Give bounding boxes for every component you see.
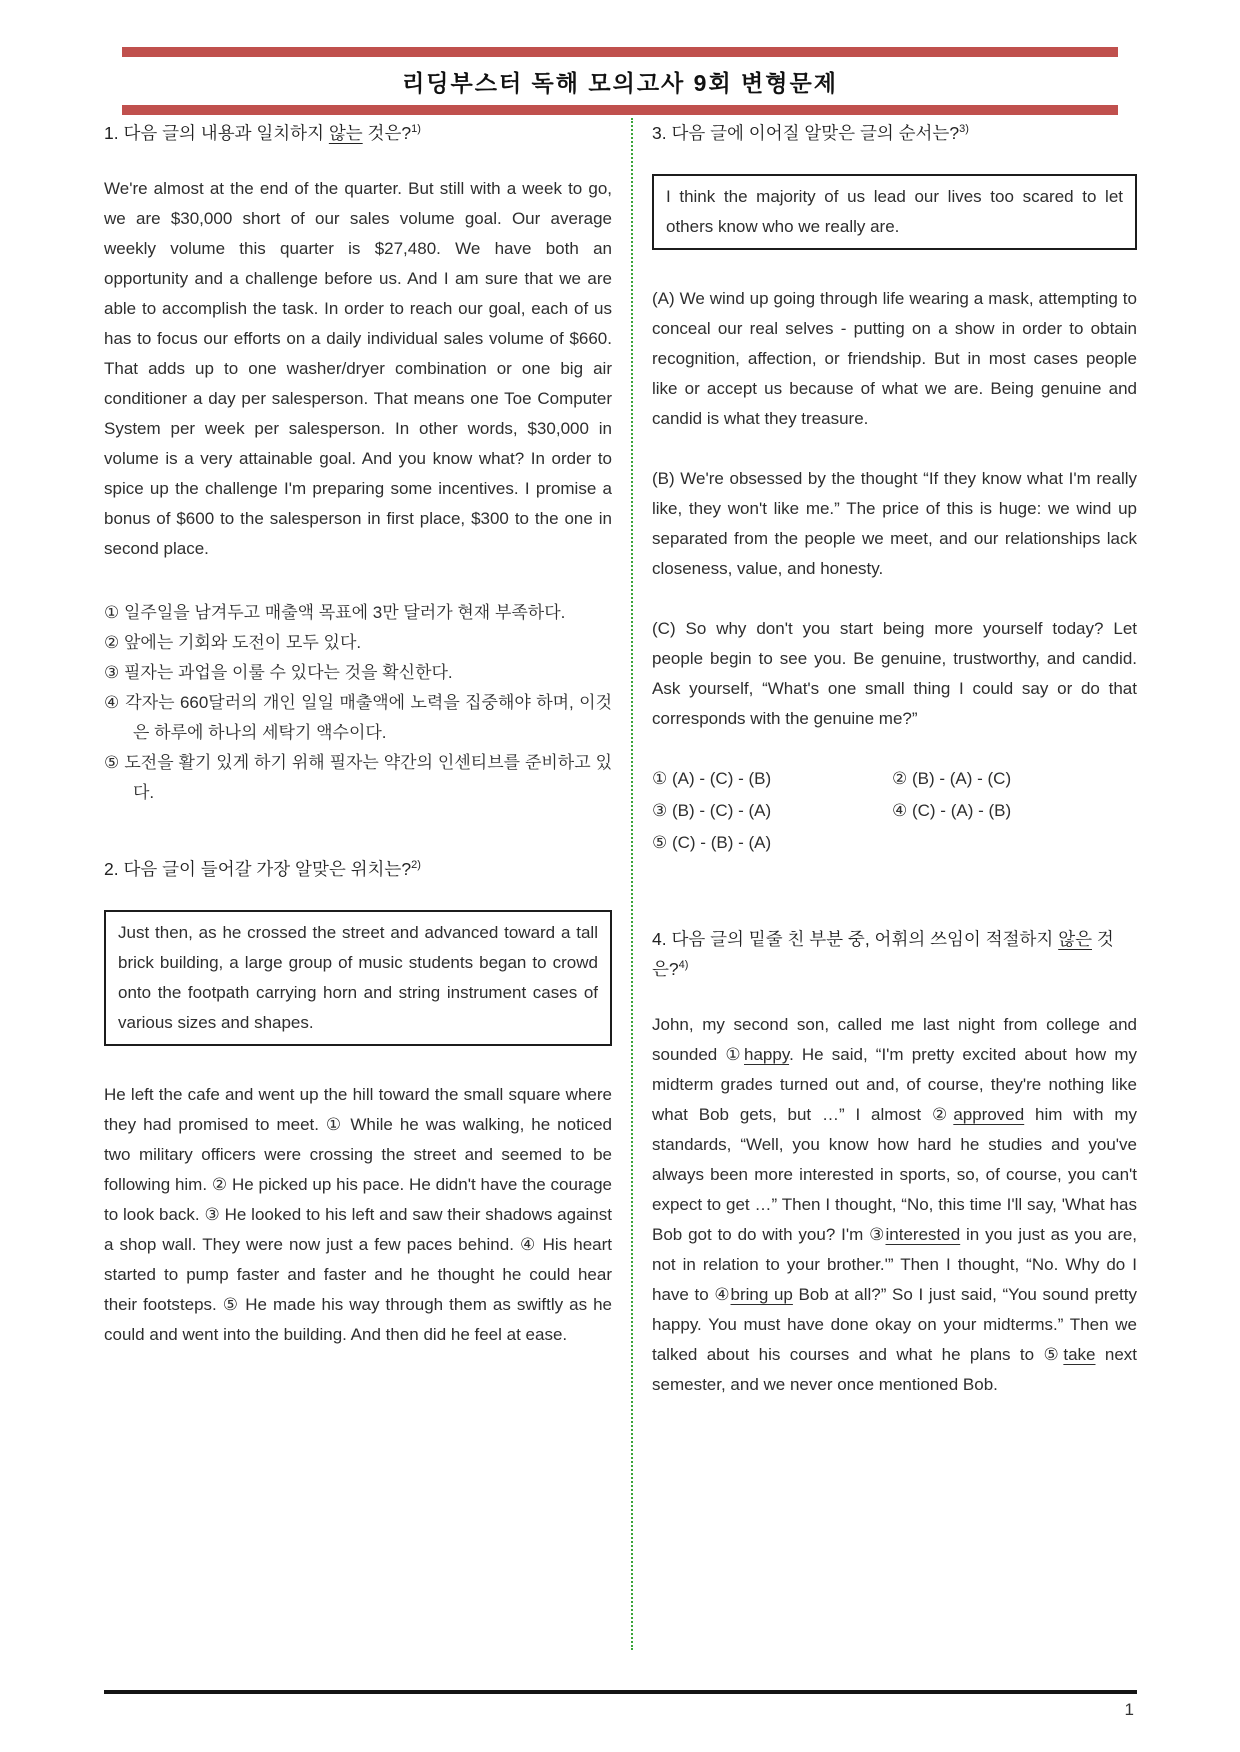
question-4-passage: John, my second son, called me last night from college and sounded ①happy. He said, “I'm pretty excited about how my midterm grades turned out and, of course, they're nothing like what Bob gets, but …” I almost ②approved him with my standards, “Well, you know how hard he studies and you've always been more interested in sports, so, of course, you can't expect to get …” Then I thought, “No, this time I'll say, 'What has Bob got to do with you? I'm ③interested in you just as you are, not in relation to your brother.'” Then I thought, “No. Why do I have to ④bring up Bob at all?” So I just said, “You sound pretty happy. You must have done okay on your midterms.” Then we talked about his courses and what he plans to ⑤take next semester, and we never once mentioned Bob. [652, 1015, 1138, 1394]
option-marker: ④ [104, 693, 120, 712]
question-1-option-5 [104, 748, 612, 808]
option-marker: ③ [652, 801, 668, 820]
footer-rule [104, 1690, 1137, 1694]
header-rule-top [122, 47, 1118, 57]
question-4-heading: 4. 다음 글의 밑줄 친 부분 중, 어휘의 쓰임이 적절하지 않은 것은?$^{4)}$ [652, 929, 1114, 979]
option-marker: ③ [104, 663, 120, 682]
header-rule-bottom [122, 105, 1118, 115]
option-text: 필자는 과업을 이룰 수 있다는 것을 확신한다. [123, 663, 453, 682]
option-text: (B) - (A) - (C) [911, 769, 1012, 788]
page-title: 리딩부스터 독해 모의고사 9회 변형문제 [402, 70, 838, 96]
question-3-option-3 [652, 796, 892, 826]
option-marker: ⑤ [104, 753, 120, 772]
question-3-box: I think the majority of us lead our lives too scared to let others know who we really are. [652, 174, 1137, 250]
page-header [122, 47, 1118, 115]
column-divider [612, 118, 652, 1650]
left-column [104, 118, 612, 1650]
question-3-paragraph-a: (A) We wind up going through life wearing a mask, attempting to conceal our real selves - putting on a show in order to obtain recognition, affection, or friendship. But in most cases people like or accept us because of what we are. Being genuine and candid is what they treasure. [652, 289, 1137, 428]
question-1-heading: 1. 다음 글의 내용과 일치하지 않는 것은?$^{1)}$ [104, 123, 421, 143]
question-3-option-4 [892, 796, 1137, 826]
question-1-option-4 [104, 688, 612, 748]
question-3-option-2 [892, 764, 1137, 794]
option-text: (C) - (B) - (A) [671, 833, 772, 852]
option-marker: ② [104, 633, 120, 652]
two-column-body [104, 118, 1137, 1650]
question-2-box: Just then, as he crossed the street and advanced toward a tall brick building, a large group of music students began to crowd onto the footpath carrying horn and string instrument cases of various sizes and shapes. [104, 910, 612, 1046]
question-3-heading: 3. 다음 글에 이어질 알맞은 글의 순서는?$^{3)}$ [652, 123, 969, 143]
question-3-paragraph-c: (C) So why don't you start being more yourself today? Let people begin to see you. Be genuine, trustworthy, and candid. Ask yourself, “What's one small thing I could say or do that corresponds with the genuine me?” [652, 619, 1137, 728]
question-1-passage: We're almost at the end of the quarter. But still with a week to go, we are $30,000 short of our sales volume goal. Our average weekly volume this quarter is $27,480. We have both an opportunity and a challenge before us. And I am sure that we are able to accomplish the task. In order to reach our goal, each of us has to focus our efforts on a daily individual sales volume of $660. That adds up to one washer/dryer combination or one big air conditioner a day per salesperson. That means one Toe Computer System per week per salesperson. In other words, $30,000 in volume is a very attainable goal. And you know what? In order to spice up the challenge I'm preparing some incentives. I promise a bonus of $600 to the salesperson in first place, $300 to the one in second place. [104, 179, 612, 558]
option-marker: ② [892, 769, 908, 788]
option-text: 각자는 660달러의 개인 일일 매출액에 노력을 집중해야 하며, 이것은 하루에 하나의 세탁기 액수이다. [125, 693, 612, 742]
page-number: 1 [1124, 1700, 1134, 1719]
question-1-option-3 [104, 658, 612, 688]
question-3-option-1 [652, 764, 892, 794]
option-marker: ④ [892, 801, 908, 820]
option-text: 도전을 활기 있게 하기 위해 필자는 약간의 인센티브를 준비하고 있다. [124, 753, 612, 802]
option-marker: ① [104, 603, 120, 622]
option-marker: ① [652, 769, 668, 788]
right-column [652, 118, 1137, 1650]
question-2-passage: He left the cafe and went up the hill toward the small square where they had promised to meet. ① While he was walking, he noticed two military officers were crossing the street and seemed to be following him. ② He picked up his pace. He didn't have the courage to look back. ③ He looked to his left and saw their shadows against a shop wall. They were now just a few paces behind. ④ His heart started to pump faster and faster and he thought he could hear their footsteps. ⑤ He made his way through them as swiftly as he could and went into the building. And then did he feel at ease. [104, 1085, 612, 1344]
question-1-options [104, 598, 612, 808]
option-marker: ⑤ [652, 833, 668, 852]
question-1-option-1 [104, 598, 612, 628]
option-text: (A) - (C) - (B) [671, 769, 772, 788]
option-text: 앞에는 기회와 도전이 모두 있다. [123, 633, 362, 652]
option-text: 일주일을 남겨두고 매출액 목표에 3만 달러가 현재 부족하다. [123, 603, 566, 622]
question-2-heading: 2. 다음 글이 들어갈 가장 알맞은 위치는?$^{2)}$ [104, 859, 421, 879]
option-text: (B) - (C) - (A) [671, 801, 772, 820]
option-text: (C) - (A) - (B) [911, 801, 1012, 820]
question-3-option-5 [652, 828, 892, 858]
question-1-option-2 [104, 628, 612, 658]
question-3-options [652, 764, 1137, 858]
question-3-paragraph-b: (B) We're obsessed by the thought “If they know what I'm really like, they won't like me.” The price of this is huge: we wind up separated from the people we meet, and our relationships lack closeness, value, and honesty. [652, 469, 1137, 578]
